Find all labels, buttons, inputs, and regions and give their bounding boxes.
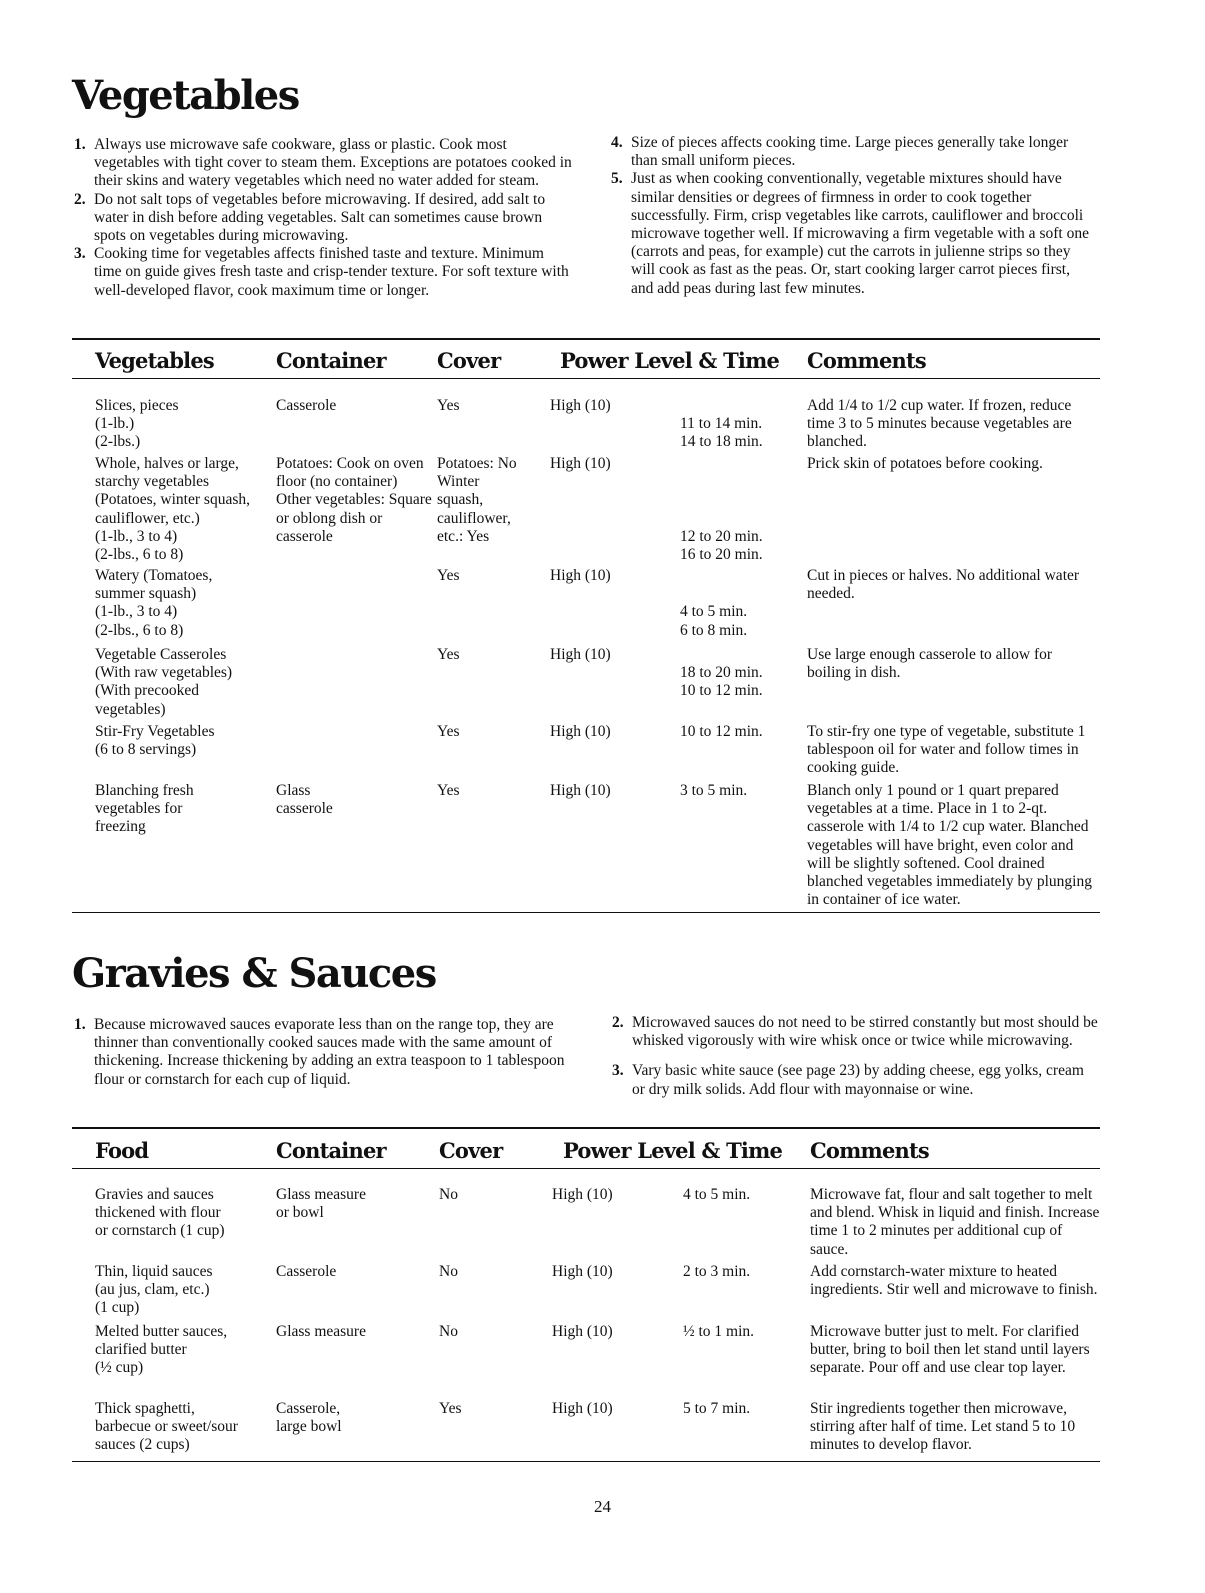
section-title-vegetables: Vegetables [72, 72, 299, 119]
vegetables-tips-left [74, 136, 574, 300]
col-header-power-time: Power Level & Time [563, 1138, 783, 1163]
table-top-rule [72, 338, 1100, 340]
gravies-tips-right [612, 1014, 1100, 1099]
tip-1: 1. Always use microwave safe cookware, glass or plastic. Cook most vegetables with tight cover to steam them. Exceptions are potatoes cooked in their skins and watery vegetables which need no water added for steam. [74, 136, 572, 190]
col-header-food: Food [95, 1138, 149, 1163]
col-header-comments: Comments [810, 1138, 929, 1163]
tip-3: 3. Cooking time for vegetables affects finished taste and texture. Minimum time on guide gives fresh taste and crisp-tender texture. For soft texture with well-developed flavor, cook maximum time or longer. [74, 245, 569, 299]
header-rule [72, 1168, 1100, 1169]
table-top-rule [72, 1127, 1100, 1129]
col-header-comments: Comments [807, 348, 926, 373]
tip-5: 5. Just as when cooking conventionally, vegetable mixtures should have similar densities or degrees of firmness in order to cook together successfully. Firm, crisp vegetables like carrots, cauliflower and broccoli microwave together well. If microwaving a firm vegetable with a soft one (carrots and peas, for example) cut the carrots in julienne strips so they will cook as fast as the peas. Or, start cooking larger carrot pieces first, and add peas during last few minutes. [611, 170, 1089, 297]
col-header-cover: Cover [437, 348, 501, 373]
tip-4: 4. Size of pieces affects cooking time. Large pieces generally take longer than small uniform pieces. [611, 134, 1069, 170]
header-rule [72, 378, 1100, 379]
tip-2: 2. Microwaved sauces do not need to be stirred constantly but most should be whisked vigorously with wire whisk once or twice while microwaving. [612, 1014, 1098, 1050]
table-bottom-rule [72, 912, 1100, 913]
col-header-vegetables: Vegetables [95, 348, 214, 373]
vegetables-tips-right [611, 134, 1096, 298]
col-header-cover: Cover [439, 1138, 503, 1163]
gravies-tips-left [74, 1016, 569, 1089]
tip-2: 2. Do not salt tops of vegetables before microwaving. If desired, add salt to water in dish before adding vegetables. Salt can sometimes cause brown spots on vegetables during microwaving. [74, 190, 546, 245]
tip-3: 3. Vary basic white sauce (see page 23) by adding cheese, egg yolks, cream or dry milk solids. Add flour with mayonnaise or wine. [612, 1062, 1084, 1098]
page-number: 24 [594, 1497, 611, 1516]
table-bottom-rule [72, 1461, 1100, 1462]
col-header-power-time: Power Level & Time [560, 348, 780, 373]
tip-1: 1. Because microwaved sauces evaporate less than on the range top, they are thinner than conventionally cooked sauces made with the same amount of thickening. Increase thickening by adding an extra teaspoon to 1 tablespoon flour or cornstarch for each cup of liquid. [74, 1016, 565, 1088]
col-header-container: Container [276, 348, 386, 373]
col-header-container: Container [276, 1138, 386, 1163]
section-title-gravies-sauces: Gravies & Sauces [72, 950, 436, 997]
